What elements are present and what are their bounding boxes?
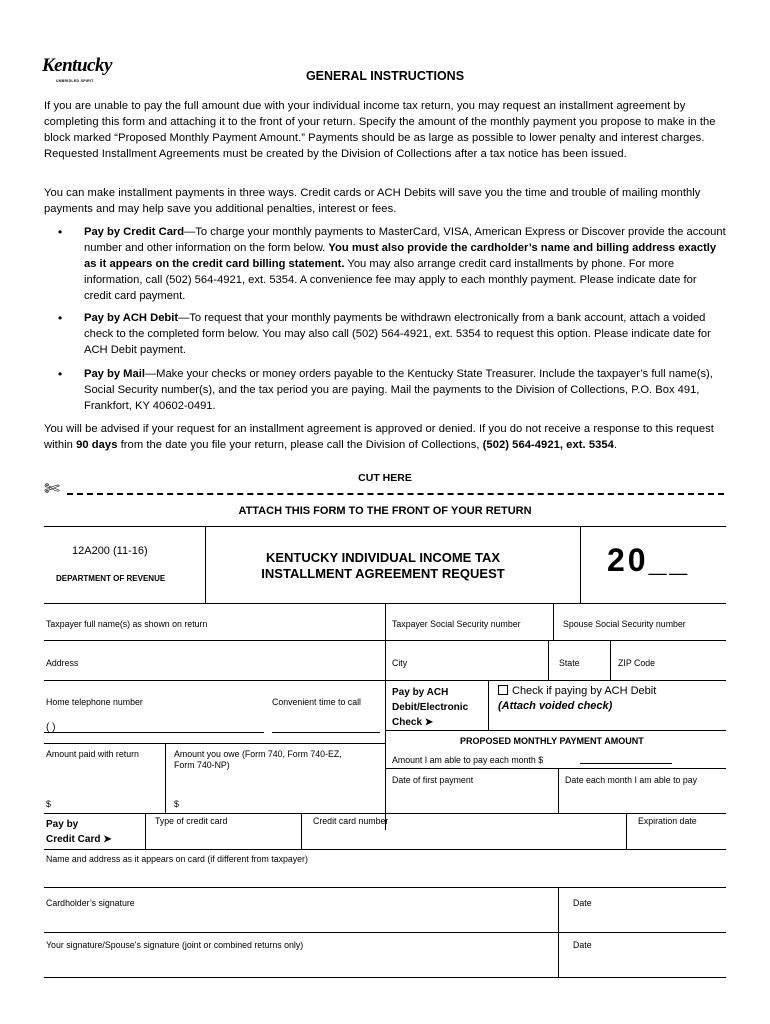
date-first-field[interactable]: Date of first payment bbox=[392, 775, 474, 785]
advise-end: . bbox=[613, 439, 618, 451]
divider bbox=[553, 603, 554, 640]
card-type-field[interactable]: Type of credit card bbox=[155, 816, 228, 826]
pay-by-ach-label bbox=[392, 685, 468, 730]
amount-underline bbox=[580, 763, 672, 764]
state-field[interactable]: State bbox=[559, 658, 580, 668]
bullet-ach: • bbox=[58, 311, 63, 325]
owe-line1: Amount you owe (Form 740, Form 740-EZ, bbox=[174, 749, 342, 759]
divider bbox=[488, 680, 489, 730]
credit-line2: Credit Card ➤ bbox=[46, 834, 112, 845]
cut-here-label: CUT HERE bbox=[358, 472, 412, 484]
department-label: DEPARTMENT OF REVENUE bbox=[56, 574, 166, 583]
general-instructions-heading: GENERAL INSTRUCTIONS bbox=[305, 69, 465, 83]
scissors-icon: ✄ bbox=[44, 479, 60, 500]
divider bbox=[385, 768, 726, 769]
ach-line1: Pay by ACH bbox=[392, 687, 449, 698]
bullet-credit: • bbox=[58, 225, 63, 239]
divider bbox=[580, 526, 581, 603]
proposed-heading: PROPOSED MONTHLY PAYMENT AMOUNT bbox=[460, 736, 644, 746]
attach-voided-label: (Attach voided check) bbox=[498, 700, 613, 712]
dollar-sign: $ bbox=[46, 799, 51, 809]
form-title-line1: KENTUCKY INDIVIDUAL INCOME TAX bbox=[265, 550, 500, 565]
address-field[interactable]: Address bbox=[46, 658, 79, 668]
expiration-field[interactable]: Expiration date bbox=[638, 816, 697, 826]
divider bbox=[548, 640, 549, 680]
taxpayer-name-field[interactable]: Taxpayer full name(s) as shown on return bbox=[46, 619, 208, 629]
your-signature-field[interactable]: Your signature/Spouse’s signature (joint or combined returns only) bbox=[46, 940, 304, 950]
ach-checkbox-row[interactable] bbox=[498, 685, 656, 697]
divider bbox=[385, 680, 386, 830]
ach-line2: Debit/Electronic bbox=[392, 702, 469, 713]
divider bbox=[44, 932, 726, 933]
pay-credit-label bbox=[46, 817, 112, 847]
check-ach-label: Check if paying by ACH Debit bbox=[512, 685, 657, 697]
advise-paragraph bbox=[44, 421, 726, 453]
credit-bold: You must also provide the cardholder’s name and billing address exactly as it appears on the credit card billing statement. bbox=[84, 242, 717, 270]
divider bbox=[385, 603, 386, 640]
divider bbox=[301, 813, 302, 849]
credit-card-instructions bbox=[84, 224, 726, 304]
logo-tagline: UNBRIDLED SPIRIT bbox=[56, 79, 94, 83]
dollar-sign: $ bbox=[174, 799, 179, 809]
form-bottom-border bbox=[44, 977, 726, 978]
divider bbox=[44, 887, 726, 888]
cut-line bbox=[67, 493, 724, 495]
advise-days: 90 days bbox=[76, 439, 118, 451]
credit-line1: Pay by bbox=[46, 819, 79, 830]
mail-title: Pay by Mail bbox=[84, 368, 145, 380]
amount-paid-field[interactable]: Amount paid with return bbox=[46, 749, 139, 759]
attach-instruction: ATTACH THIS FORM TO THE FRONT OF YOUR RETURN bbox=[238, 505, 532, 517]
ach-instructions bbox=[84, 310, 726, 358]
checkbox-icon[interactable] bbox=[498, 685, 508, 695]
divider bbox=[44, 813, 726, 814]
home-phone-field[interactable]: Home telephone number bbox=[46, 697, 143, 707]
taxpayer-ssn-field[interactable]: Taxpayer Social Security number bbox=[392, 619, 521, 629]
divider bbox=[385, 730, 726, 731]
mail-text: —Make your checks or money orders payable to the Kentucky State Treasurer. Include the taxpayer’s full name(s), Social Security number(s), and the tax period you are paying. Mail the payments to the Division of Collections, P.O. Box 491, Frankfort, KY 40602-0491. bbox=[84, 368, 713, 412]
kentucky-logo: Kentucky bbox=[42, 55, 112, 76]
ach-text: —To request that your monthly payments be withdrawn electronically from a bank account, attach a voided check to the completed form below. You may also call (502) 564-4921, ext. 5354 to request this option. Please indicate date for ACH Debit payment. bbox=[84, 312, 711, 356]
divider bbox=[626, 813, 627, 849]
advise-phone: (502) 564-4921, ext. 5354 bbox=[482, 439, 614, 451]
date-each-field[interactable]: Date each month I am able to pay bbox=[565, 775, 698, 785]
intro-paragraph: If you are unable to pay the full amount due with your individual income tax return, you may request an installment agreement by completing this form and attaching it to the front of your return. Specify the amount of the monthly payment you propose to make in the block marked “Proposed Monthly Payment Amount.” Payments should be as large as possible to lower penalty and interest charges. Requested Installment Agreements must be created by the Division of Collections after a tax notice has been issued. bbox=[44, 100, 716, 160]
ach-title: Pay by ACH Debit bbox=[84, 312, 179, 324]
divider bbox=[558, 768, 559, 813]
date-field[interactable]: Date bbox=[573, 898, 592, 908]
convenient-time-field[interactable]: Convenient time to call bbox=[272, 697, 361, 707]
city-field[interactable]: City bbox=[392, 658, 408, 668]
spouse-ssn-field[interactable]: Spouse Social Security number bbox=[563, 619, 686, 629]
date-field[interactable]: Date bbox=[573, 940, 592, 950]
amount-owe-field[interactable] bbox=[174, 749, 342, 771]
advise-text1: You will be advised if your request for an installment agreement is approved or denied. If you do not receive a response to this request within bbox=[44, 423, 714, 451]
bullet-mail: • bbox=[58, 367, 63, 381]
phone-area-code: ( ) bbox=[46, 722, 56, 733]
form-title bbox=[205, 550, 561, 582]
divider bbox=[385, 640, 386, 680]
tax-year-field[interactable]: 20__ bbox=[607, 542, 691, 578]
cardholder-signature-field[interactable]: Cardholder’s signature bbox=[46, 898, 135, 908]
divider bbox=[44, 849, 726, 850]
divider bbox=[44, 743, 385, 744]
zip-field[interactable]: ZIP Code bbox=[618, 658, 656, 668]
divider bbox=[165, 743, 166, 813]
divider bbox=[610, 640, 611, 680]
form-top-border bbox=[44, 526, 726, 527]
payment-ways-paragraph: You can make installment payments in three ways. Credit cards or ACH Debits will save you the time and trouble of mailing monthly payments and may help save you additional penalties, interest or fees. bbox=[44, 187, 701, 215]
card-number-field[interactable]: Credit card number bbox=[313, 816, 389, 826]
divider bbox=[558, 887, 559, 932]
advise-text2: from the date you file your return, please call the Division of Collections, bbox=[117, 439, 483, 451]
name-on-card-field[interactable]: Name and address as it appears on card (if different from taxpayer) bbox=[46, 854, 308, 864]
amount-able-field[interactable]: Amount I am able to pay each month $ bbox=[392, 755, 544, 765]
mail-instructions bbox=[84, 366, 726, 414]
time-underline bbox=[272, 732, 380, 733]
form-number: 12A200 (11-16) bbox=[72, 545, 148, 557]
divider bbox=[145, 813, 146, 849]
credit-text2: You may also arrange credit card installments by phone. For more information, call (502) 564-4921, ext. 5354. A convenience fee may apply to each monthly payment. Please indicate date for credit card payment. bbox=[84, 258, 697, 302]
divider bbox=[558, 932, 559, 977]
owe-line2: Form 740-NP) bbox=[174, 760, 230, 770]
credit-title: Pay by Credit Card bbox=[84, 226, 185, 238]
phone-underline bbox=[44, 732, 264, 733]
form-title-line2: INSTALLMENT AGREEMENT REQUEST bbox=[261, 566, 505, 581]
credit-text1: —To charge your monthly payments to MasterCard, VISA, American Express or Discover provide the account number and other information on the form below. bbox=[84, 226, 726, 254]
ach-line3: Check ➤ bbox=[392, 717, 434, 728]
